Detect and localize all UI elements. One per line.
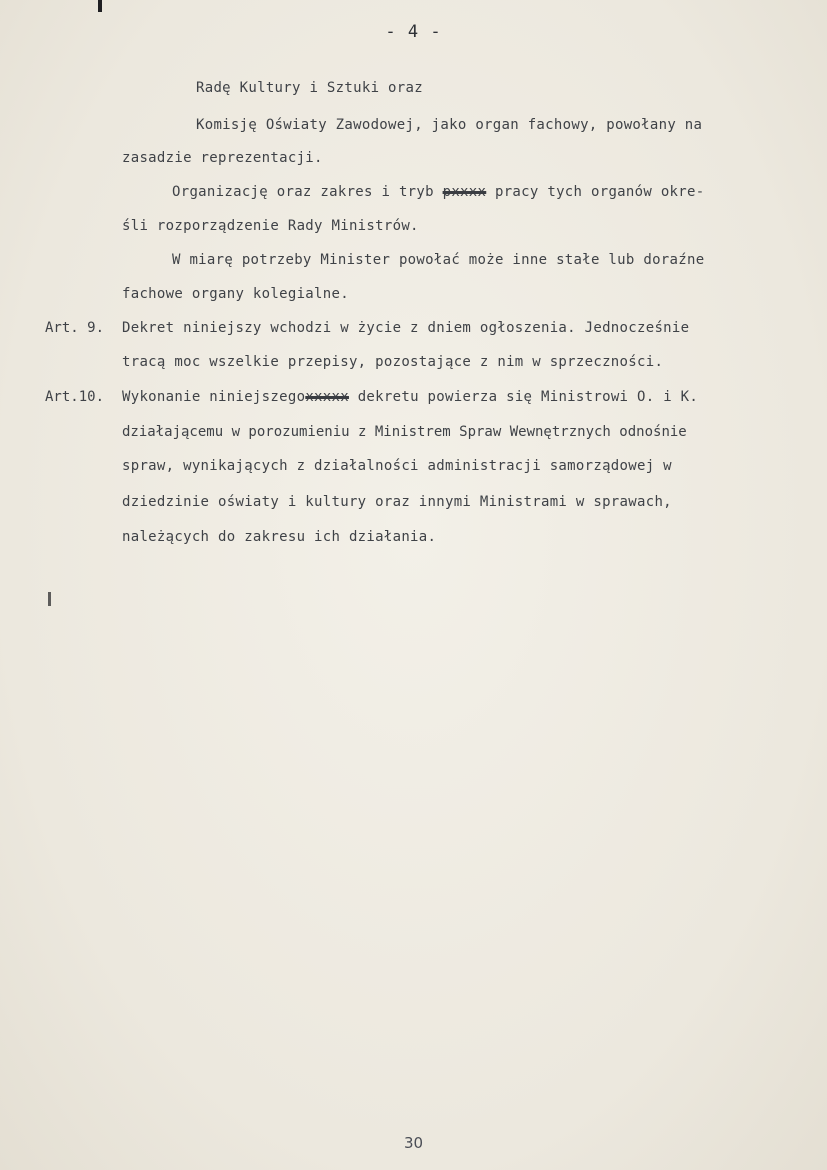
article-9-line-1: Dekret niniejszy wchodzi w życie z dniem ogłoszenia. Jednocześnie bbox=[122, 320, 690, 336]
text-line-7: fachowe organy kolegialne. bbox=[122, 286, 349, 302]
article-10-line-1 bbox=[122, 389, 698, 405]
text-line-4 bbox=[172, 184, 704, 200]
article-10-line-3: spraw, wynikających z działalności administracji samorządowej w bbox=[122, 458, 672, 474]
page-number: - 4 - bbox=[385, 22, 442, 42]
margin-punch-mark bbox=[48, 592, 51, 606]
text-line-6: W miarę potrzeby Minister powołać może inne stałe lub doraźne bbox=[172, 252, 705, 268]
article-10-line-2: działającemu w porozumieniu z Ministrem Spraw Wewnętrznych odnośnie bbox=[122, 424, 687, 440]
text-line-4-part-b: pracy tych organów okre- bbox=[486, 184, 705, 200]
text-line-3: zasadzie reprezentacji. bbox=[122, 150, 323, 166]
struck-word-1: pxxxx bbox=[442, 184, 487, 200]
text-line-5: śli rozporządzenie Rady Ministrów. bbox=[122, 218, 419, 234]
corner-ink-mark bbox=[98, 0, 102, 12]
text-line-4-part-a: Organizację oraz zakres i tryb bbox=[172, 184, 443, 200]
folio-number: 30 bbox=[403, 1134, 424, 1152]
struck-word-2: xxxxx bbox=[305, 389, 349, 405]
article-10-line-1-part-a: Wykonanie niniejszego bbox=[122, 389, 306, 405]
article-10-line-1-part-b: dekretu powierza się Ministrowi O. i K. bbox=[348, 389, 699, 405]
text-line-1: Radę Kultury i Sztuki oraz bbox=[196, 80, 423, 96]
article-9-line-2: tracą moc wszelkie przepisy, pozostające z nim w sprzeczności. bbox=[122, 354, 664, 370]
article-10-line-5: należących do zakresu ich działania. bbox=[122, 529, 437, 545]
article-10-line-4: dziedzinie oświaty i kultury oraz innymi Ministrami w sprawach, bbox=[122, 494, 672, 510]
article-9-label: Art. 9. bbox=[45, 320, 105, 336]
article-10-label: Art.10. bbox=[45, 389, 105, 405]
text-line-2: Komisję Oświaty Zawodowej, jako organ fachowy, powołany na bbox=[196, 117, 703, 133]
